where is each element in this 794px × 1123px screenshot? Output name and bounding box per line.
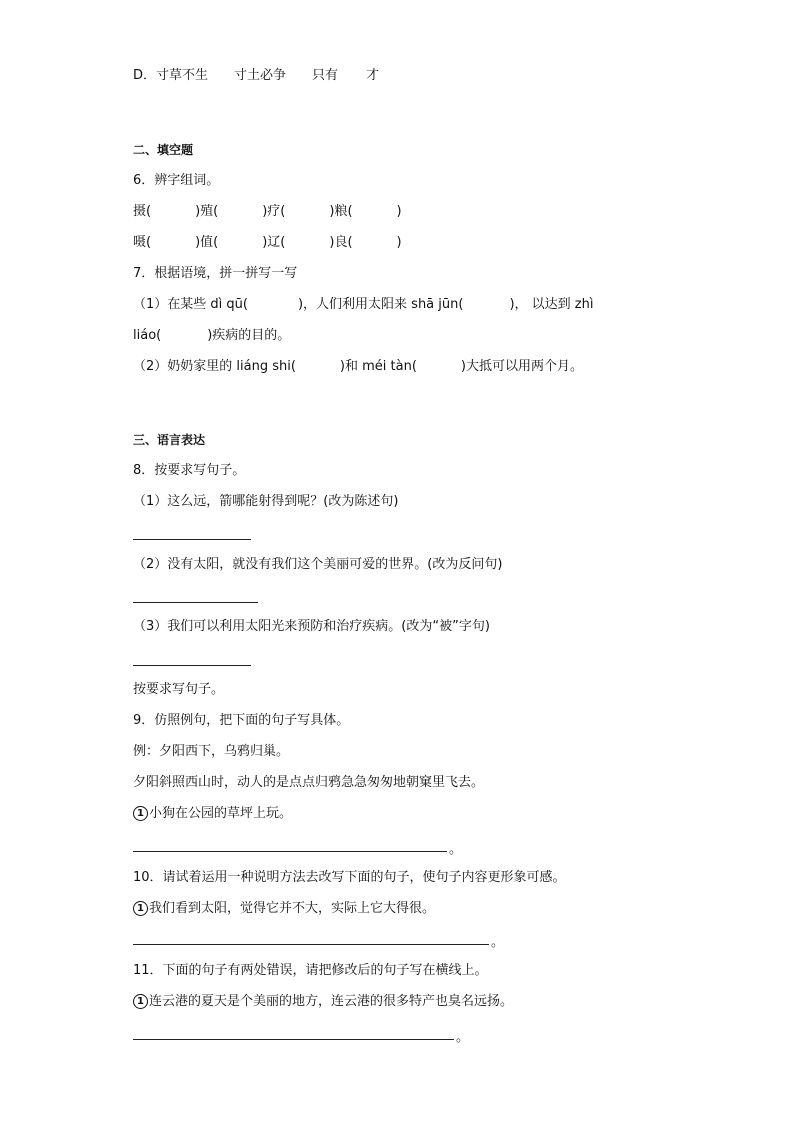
section-3-title: 三、语言表达	[133, 433, 206, 447]
q7-p1-a: （1）在某些 dì qū(	[133, 297, 248, 312]
circled-number: 1	[133, 994, 148, 1009]
q11-stem: 11．下面的句子有两处错误，请把修改后的句子写在横线上。	[133, 963, 488, 978]
q7-p1-c: )， 以达到 zhì	[509, 297, 594, 312]
option-d-line	[133, 67, 379, 85]
q9-answer-line[interactable]	[133, 851, 447, 852]
q10-period: 。	[491, 935, 505, 950]
q7-stem: 7．根据语境，拼一拼写一写	[133, 266, 298, 281]
q8-answer-line-1[interactable]	[133, 539, 251, 540]
q6-r1-c2: )殖(	[195, 204, 219, 219]
q7-p2-c: )大抵可以用两个月。	[460, 359, 583, 374]
q8-answer-line-3[interactable]	[133, 665, 251, 666]
q6-r2-c4: )良(	[329, 235, 353, 250]
q10-stem: 10．请试着运用一种说明方法去改写下面的句子，使句子内容更形象可感。	[133, 870, 566, 885]
q10-item-text: 我们看到太阳，觉得它并不大，实际上它大得很。	[149, 901, 436, 916]
section-2-title: 二、填空题	[133, 143, 194, 157]
q8-sentence-3: （3）我们可以利用太阳光来预防和治疗疾病。(改为“被”字句)	[133, 619, 490, 634]
option-d-label: D．寸草不生	[133, 68, 209, 83]
q9-example-expanded: 夕阳斜照西山时，动人的是点点归鸦急急匆匆地朝窠里飞去。	[133, 775, 485, 790]
q8-stem: 8．按要求写句子。	[133, 463, 246, 478]
q9-item-text: 小狗在公园的草坪上玩。	[149, 806, 293, 821]
q6-r2-c1: 嗫(	[133, 235, 152, 250]
q6-stem: 6．辨字组词。	[133, 173, 220, 188]
q9-example: 例：夕阳西下，乌鸦归巢。	[133, 744, 290, 759]
q7-p1-d: liáo(	[133, 328, 162, 343]
q11-item-text: 连云港的夏天是个美丽的地方，连云港的很多特产也臭名远扬。	[149, 994, 514, 1009]
q7-p2-b: )和 méi tàn(	[339, 359, 417, 374]
q11-period: 。	[456, 1030, 470, 1045]
q8-sentence-1: （1）这么远，箭哪能射得到呢？(改为陈述句)	[133, 494, 399, 509]
option-d-word-4: 才	[366, 68, 380, 83]
q8-tail: 按要求写句子。	[133, 682, 225, 697]
q6-r1-c1: 摄(	[133, 204, 152, 219]
q6-r1-c4: )粮(	[329, 204, 353, 219]
q11-item	[133, 993, 513, 1011]
q11-answer-line[interactable]	[133, 1039, 454, 1040]
circled-number: 1	[133, 806, 148, 821]
q6-r2-c2: )值(	[195, 235, 219, 250]
q7-part-2	[133, 358, 583, 376]
q10-item	[133, 900, 435, 918]
q7-part-1-cont	[133, 327, 290, 345]
q6-r1-c3: )疗(	[262, 204, 286, 219]
q9-stem: 9．仿照例句，把下面的句子写具体。	[133, 713, 350, 728]
q7-p2-a: （2）奶奶家里的 liáng shi(	[133, 359, 296, 374]
q8-answer-line-2[interactable]	[133, 602, 258, 603]
q6-r2-c5: )	[396, 235, 402, 250]
q10-answer-line[interactable]	[133, 944, 489, 945]
q8-sentence-2: （2）没有太阳，就没有我们这个美丽可爱的世界。(改为反问句)	[133, 557, 503, 572]
option-d-word-2: 寸土必争	[234, 68, 287, 83]
q6-row-1	[133, 203, 402, 221]
q7-p1-e: )疾病的目的。	[207, 328, 291, 343]
option-d-word-3: 只有	[312, 68, 339, 83]
q7-p1-b: )，人们利用太阳来 shā jūn(	[297, 297, 464, 312]
q6-row-2	[133, 234, 402, 252]
q6-r1-c5: )	[396, 204, 402, 219]
q6-r2-c3: )辽(	[262, 235, 286, 250]
q9-item	[133, 805, 292, 823]
q9-period: 。	[449, 842, 463, 857]
circled-number: 1	[133, 901, 148, 916]
q7-part-1	[133, 296, 593, 314]
